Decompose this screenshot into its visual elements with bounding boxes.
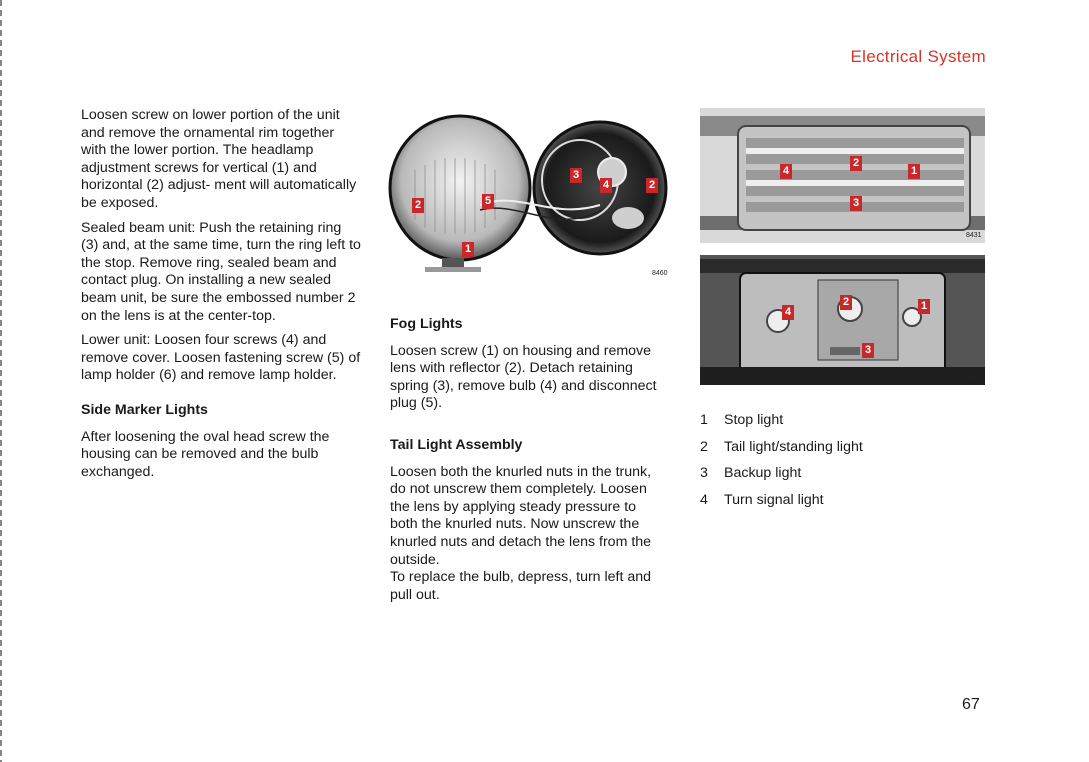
- callout-badge: 2: [412, 198, 424, 213]
- tail-light-bulb-paragraph: To replace the bulb, depress, turn left and pull out.: [390, 569, 652, 603]
- lower-unit-paragraph: Lower unit: Loosen four screws (4) and remove cover. Loosen fastening screw (5) of lamp holder (6) and remove lamp holder.: [81, 332, 361, 384]
- callout-badge: 3: [862, 343, 874, 358]
- tail-light-lens-photo: [700, 108, 985, 243]
- legend-item: [700, 407, 940, 434]
- side-marker-heading: Side Marker Lights: [81, 401, 208, 418]
- legend-item: [700, 460, 940, 487]
- tail-light-paragraph: Loosen both the knurled nuts in the trunk, do not unscrew them completely. Loosen the lens by applying steady pressure to both the knurled nuts. Now unscrew the knurled nuts and detach the lens from the outside.: [390, 463, 652, 568]
- callout-badge: 4: [600, 178, 612, 193]
- headlamp-adjustment-paragraph: Loosen screw on lower portion of the unit and remove the ornamental rim together with the lower portion. The headlamp adjustment screws for vertical (1) and horizontal (2) adjust- ment will automatically be exposed.: [81, 107, 357, 211]
- legend-item: [700, 434, 940, 461]
- legend-label: Tail light/standing light: [724, 438, 863, 455]
- callout-badge: 3: [570, 168, 582, 183]
- page-number: 67: [962, 696, 980, 713]
- section-title: Electrical System: [850, 47, 986, 66]
- tail-light-lens-figure: [700, 108, 985, 243]
- callout-badge: 1: [462, 242, 474, 257]
- callout-badge: 2: [646, 178, 658, 193]
- callout-badge: 5: [482, 194, 494, 209]
- figure-number: 8460: [652, 270, 668, 277]
- fog-lights-heading: Fog Lights: [390, 316, 463, 332]
- legend-label: Stop light: [724, 412, 784, 429]
- page-edge-perforation: [0, 0, 2, 762]
- figure-number: 8432: [966, 375, 982, 382]
- legend-number: 2: [700, 438, 708, 455]
- fog-light-figure: [380, 110, 680, 285]
- tail-light-bulbs-photo: [700, 255, 985, 385]
- callout-badge: 4: [780, 164, 792, 179]
- tail-light-heading: Tail Light Assembly: [390, 436, 523, 453]
- legend-number: 1: [700, 412, 708, 429]
- legend-number: 3: [700, 465, 708, 482]
- legend-label: Turn signal light: [724, 491, 824, 508]
- fog-lights-paragraph: Loosen screw (1) on housing and remove lens with reflector (2). Detach retaining spring (3), remove bulb (4) and disconnect plug (5).: [390, 342, 657, 412]
- legend-number: 4: [700, 491, 708, 508]
- callout-badge: 1: [908, 164, 920, 179]
- callout-badge: 1: [918, 299, 930, 314]
- callout-badge: 2: [850, 156, 862, 171]
- figure-number: 8431: [966, 232, 982, 239]
- sealed-beam-paragraph: Sealed beam unit: Push the retaining ring (3) and, at the same time, turn the ring left to the stop. Remove ring, sealed beam and contact plug. On installing a new sealed beam unit, be sure the embossed number 2 on the lens is at the center-top.: [81, 219, 361, 324]
- side-marker-paragraph: After loosening the oval head screw the housing can be removed and the bulb exchanged.: [81, 428, 330, 480]
- fog-light-illustration: [380, 110, 680, 285]
- callout-badge: 2: [840, 295, 852, 310]
- legend-label: Backup light: [724, 465, 802, 482]
- text-column-left: [81, 107, 361, 488]
- tail-light-legend: [700, 407, 940, 513]
- callout-badge: 3: [850, 196, 862, 211]
- text-column-middle: [390, 316, 660, 611]
- tail-light-bulbs-figure: [700, 255, 985, 385]
- callout-badge: 4: [782, 305, 794, 320]
- legend-item: [700, 487, 940, 514]
